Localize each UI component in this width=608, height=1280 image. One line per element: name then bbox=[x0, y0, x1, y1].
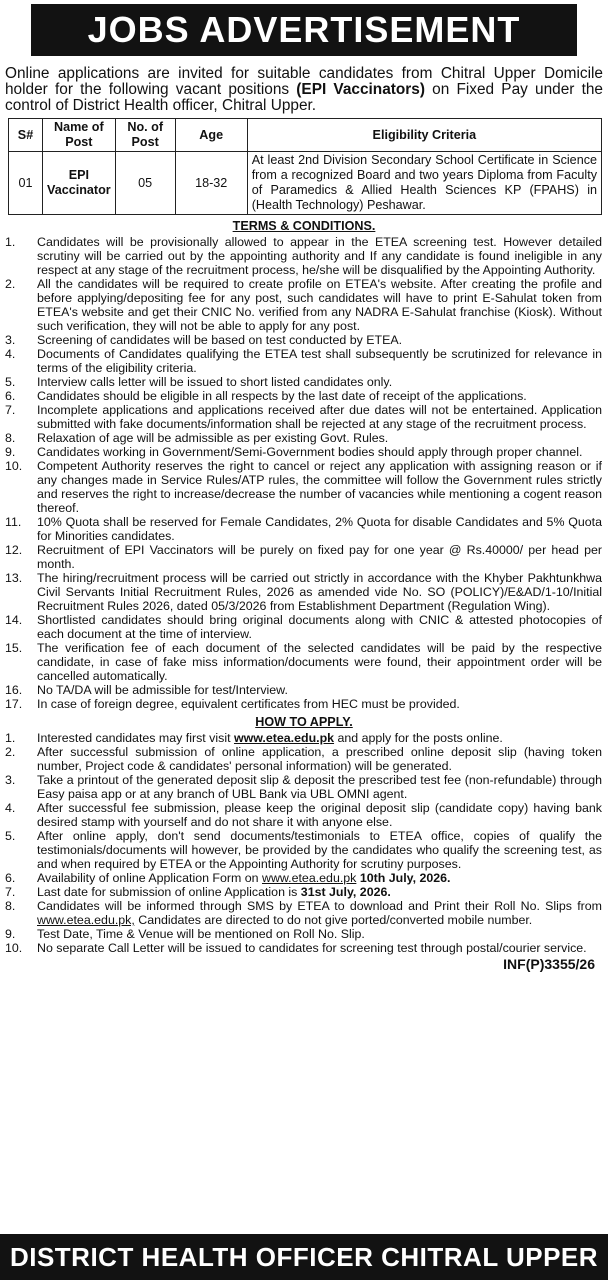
etea-website-link[interactable]: www.etea.edu.pk, bbox=[37, 913, 135, 927]
item-text: Interested candidates may first visit bbox=[37, 731, 234, 745]
cell-post-count: 05 bbox=[115, 152, 175, 215]
item-number: 3. bbox=[5, 773, 16, 787]
item-text: Candidates working in Government/Semi-Government bodies should apply through proper channel. bbox=[37, 445, 583, 459]
etea-website-link[interactable]: www.etea.edu.pk bbox=[233, 731, 335, 745]
list-item bbox=[3, 375, 602, 389]
item-number: 9. bbox=[5, 927, 16, 941]
list-item bbox=[3, 773, 602, 801]
item-number: 5. bbox=[5, 829, 16, 843]
item-number: 6. bbox=[5, 389, 16, 403]
item-number: 8. bbox=[5, 899, 16, 913]
list-item bbox=[3, 445, 602, 459]
list-item bbox=[3, 347, 602, 375]
item-number: 13. bbox=[5, 571, 23, 585]
terms-list bbox=[3, 235, 605, 711]
cell-criteria: At least 2nd Division Secondary School Certificate in Science from a recognized Board and two years Diploma from Faculty of Paramedics & Allied Health Sciences KP (FPAHS) in (Health Technology) Peshawar. bbox=[247, 152, 601, 215]
cell-sno: 01 bbox=[9, 152, 43, 215]
item-number: 7. bbox=[5, 403, 16, 417]
item-text: In case of foreign degree, equivalent certificates from HEC must be provided. bbox=[37, 697, 460, 711]
item-number: 12. bbox=[5, 543, 23, 557]
intro-paragraph bbox=[5, 66, 603, 114]
item-text: Relaxation of age will be admissible as per existing Govt. Rules. bbox=[37, 431, 389, 445]
item-number: 8. bbox=[5, 431, 16, 445]
item-text: Recruitment of EPI Vaccinators will be purely on fixed pay for one year @ Rs.40000/ per head per month. bbox=[37, 543, 602, 571]
item-number: 14. bbox=[5, 613, 23, 627]
cell-post-name: EPI Vaccinator bbox=[43, 152, 116, 215]
header-criteria: Eligibility Criteria bbox=[247, 119, 601, 152]
terms-heading: TERMS & CONDITIONS. bbox=[232, 219, 376, 233]
header-post-count: No. of Post bbox=[115, 119, 175, 152]
list-item bbox=[3, 515, 602, 543]
item-number: 10. bbox=[5, 459, 23, 473]
intro-position: (EPI Vaccinators) bbox=[296, 81, 425, 98]
item-text: Take a printout of the generated deposit slip & deposit the prescribed test fee (non-refundable) through Easy paisa app or at any branch of UBL Bank via UBL OMNI agent. bbox=[37, 773, 602, 801]
item-number: 2. bbox=[5, 745, 16, 759]
list-item bbox=[3, 389, 602, 403]
item-text: The verification fee of each document of the selected candidates will be paid by the respective candidate, in case of fake miss information/documents were found, their appointment order will be cancelled automatically. bbox=[37, 641, 602, 683]
list-item bbox=[3, 571, 602, 613]
item-number: 17. bbox=[5, 697, 23, 711]
list-item bbox=[3, 641, 602, 683]
item-number: 10. bbox=[5, 941, 23, 955]
item-number: 4. bbox=[5, 801, 16, 815]
item-number: 6. bbox=[5, 871, 16, 885]
item-text: Documents of Candidates qualifying the ETEA test shall subsequently be scrutinized for relevance in terms of the eligibility criteria. bbox=[37, 347, 602, 375]
last-date: 31st July, 2026. bbox=[300, 885, 391, 899]
list-item bbox=[3, 683, 602, 697]
item-number: 5. bbox=[5, 375, 16, 389]
item-number: 1. bbox=[5, 731, 16, 745]
list-item bbox=[3, 697, 602, 711]
list-item bbox=[3, 745, 602, 773]
list-item bbox=[3, 871, 602, 885]
item-text: All the candidates will be required to create profile on ETEA's website. After creating the profile and before applying/depositing fee for any post, such candidates will have to print E-Sahulat token from ETEA's website and get their CNIC No. verified from any NADRA E-Sahulat franchise (Kiosk). Without such verification, they will not be able to apply for any post. bbox=[37, 277, 602, 333]
header-age: Age bbox=[175, 119, 247, 152]
list-item bbox=[3, 459, 602, 515]
table-header-row bbox=[9, 119, 602, 152]
item-number: 3. bbox=[5, 333, 16, 347]
list-item bbox=[3, 899, 602, 927]
item-text: Availability of online Application Form on bbox=[37, 871, 262, 885]
footer-banner: DISTRICT HEALTH OFFICER CHITRAL UPPER bbox=[0, 1234, 608, 1280]
item-number: 2. bbox=[5, 277, 16, 291]
header-sno: S# bbox=[9, 119, 43, 152]
list-item bbox=[3, 235, 602, 277]
item-text: and apply for the posts online. bbox=[334, 731, 503, 745]
item-text: After successful submission of online application, a prescribed online deposit slip (having token number, Project code & candidates' personal information) will be generated. bbox=[37, 745, 602, 773]
item-text: Candidates should be eligible in all respects by the last date of receipt of the applications. bbox=[37, 389, 527, 403]
reference-number: INF(P)3355/26 bbox=[503, 956, 595, 972]
item-number: 4. bbox=[5, 347, 16, 361]
item-text: Incomplete applications and applications received after due dates will not be entertained. Application submitted with fake documents/information shall be rejected at any stage of the recruitment process. bbox=[37, 403, 602, 431]
list-item bbox=[3, 543, 602, 571]
list-item bbox=[3, 731, 602, 745]
item-text: Candidates will be informed through SMS by ETEA to download and Print their Roll No. Slips from bbox=[37, 899, 602, 913]
item-text: Candidates will be provisionally allowed to appear in the ETEA screening test. However detailed scrutiny will be carried out by the appointing authority and If any candidate is found ineligible in any respect at any stage of the recruitment process, he/she will be disqualified by the Appointing Authority. bbox=[37, 235, 602, 277]
list-item bbox=[3, 613, 602, 641]
item-text: No separate Call Letter will be issued to candidates for screening test through postal/courier service. bbox=[37, 941, 587, 955]
list-item bbox=[3, 927, 602, 941]
list-item bbox=[3, 829, 602, 871]
list-item bbox=[3, 885, 602, 899]
item-text: No TA/DA will be admissible for test/Interview. bbox=[37, 683, 288, 697]
cell-age: 18-32 bbox=[175, 152, 247, 215]
list-item bbox=[3, 431, 602, 445]
item-text: After online apply, don't send documents/testimonials to ETEA office, copies of qualify the testimonials/documents will however, be provided by the candidates who qualify the screening test, as and when required by ETEA or the Appointing Authority for scrutiny purposes. bbox=[37, 829, 602, 871]
item-text: Competent Authority reserves the right to cancel or reject any application with assigning reason or if any changes made in Service Rules/ATP rules, the committee will follow the Government rules strictly and reserves the right to increase/decrease the number of vacancies while mentioning a cogent reason thereof. bbox=[37, 459, 602, 515]
item-number: 9. bbox=[5, 445, 16, 459]
item-text: Candidates are directed to do not give ported/converted mobile number. bbox=[134, 913, 533, 927]
availability-date: 10th July, 2026. bbox=[356, 871, 451, 885]
page-title: JOBS ADVERTISEMENT bbox=[31, 4, 577, 56]
item-text: Shortlisted candidates should bring original documents along with CNIC & attested photocopies of each document at the time of interview. bbox=[37, 613, 602, 641]
item-text: The hiring/recruitment process will be carried out strictly in accordance with the Khyber Pakhtunkhwa Civil Servants Initial Recruitment Rules, 2026 as amended vide No. SO (POLICY)/E&AD/1-10/Initial Recruitment Rules 2026, dated 05/3/2026 from Establishment Department (Regulation Wing). bbox=[37, 571, 602, 613]
item-number: 11. bbox=[5, 515, 22, 529]
apply-heading: HOW TO APPLY. bbox=[255, 715, 353, 729]
apply-list bbox=[3, 731, 605, 955]
header-post-name: Name of Post bbox=[43, 119, 116, 152]
intro-text: Online applications are invited for suitable candidates from Chitral Upper Domicile holder for the following vacant positions bbox=[5, 65, 603, 98]
list-item bbox=[3, 333, 602, 347]
item-text: Interview calls letter will be issued to short listed candidates only. bbox=[37, 375, 393, 389]
list-item bbox=[3, 403, 602, 431]
item-number: 1. bbox=[5, 235, 16, 249]
item-number: 7. bbox=[5, 885, 16, 899]
item-text: 10% Quota shall be reserved for Female Candidates, 2% Quota for disable Candidates and 5% Quota for Minorities candidates. bbox=[37, 515, 602, 543]
list-item bbox=[3, 801, 602, 829]
item-number: 15. bbox=[5, 641, 23, 655]
posts-table bbox=[8, 118, 602, 215]
intro-text-end: on Fixed Pay under the control of District Health officer, Chitral Upper. bbox=[5, 81, 603, 114]
item-text: Test Date, Time & Venue will be mentioned on Roll No. Slip. bbox=[37, 927, 365, 941]
table-row bbox=[9, 152, 602, 215]
list-item bbox=[3, 277, 602, 333]
item-text: Last date for submission of online Application is bbox=[37, 885, 301, 899]
list-item bbox=[3, 941, 602, 955]
item-text: After successful fee submission, please keep the original deposit slip (candidate copy) having bank desired stamp with yourself and do not share it with anyone else. bbox=[37, 801, 602, 829]
item-text: Screening of candidates will be based on test conducted by ETEA. bbox=[37, 333, 403, 347]
item-number: 16. bbox=[5, 683, 23, 697]
etea-website-link[interactable]: www.etea.edu.pk bbox=[262, 871, 357, 885]
